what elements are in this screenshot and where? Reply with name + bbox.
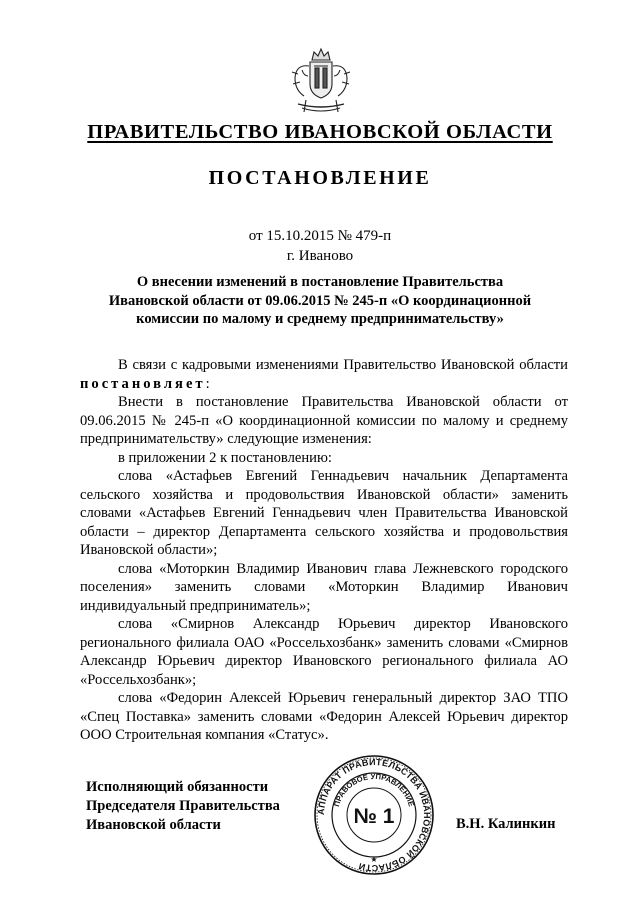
document-title xyxy=(80,273,560,329)
body-paragraph: слова «Моторкин Владимир Иванович глава Лежневского городского поселения» заменить словами «Моторкин Владимир Иванович индивидуальный предприниматель»; xyxy=(80,560,568,614)
title-line: Ивановской области от 09.06.2015 № 245-п «О координационной xyxy=(108,292,532,309)
title-line: О внесении изменений в постановление Правительства xyxy=(136,274,504,290)
document-city: г. Иваново xyxy=(286,248,354,264)
body-paragraph: В связи с кадровыми изменениями Правительство Ивановской области постановляет: xyxy=(80,357,568,392)
document-body xyxy=(80,356,568,745)
seal-outer-text: АППАРАТ ПРАВИТЕЛЬСТВА ИВАНОВСКОЙ ОБЛАСТИ xyxy=(315,756,433,874)
body-paragraph: слова «Астафьев Евгений Геннадьевич начальник Департамента сельского хозяйства и продовольствия Ивановской области» заменить словами «Астафьев Евгений Геннадьевич член Правительства Ивановской области – директор Департамента сельского хозяйства и продовольствия Ивановской области»; xyxy=(80,468,568,558)
official-seal-icon xyxy=(313,754,435,876)
signatory-name: В.Н. Калинкин xyxy=(456,816,556,832)
body-paragraph: Внести в постановление Правительства Ивановской области от 09.06.2015 № 245-п «О координационной комиссии по малому и среднему предпринимательству» следующие изменения: xyxy=(80,394,568,447)
document-type: ПОСТАНОВЛЕНИЕ xyxy=(208,167,432,189)
seal-inner-text: ПРАВОВОЕ УПРАВЛЕНИЕ xyxy=(332,771,416,808)
body-paragraph: слова «Федорин Алексей Юрьевич генеральный директор ЗАО ТПО «Спец Поставка» заменить словами «Федорин Алексей Юрьевич директор ООО Строительная компания «Статус». xyxy=(80,690,568,743)
body-paragraph: слова «Смирнов Александр Юрьевич директор Ивановского регионального филиала ОАО «Россельхозбанк» заменить словами «Смирнов Александр Юрьевич директор Ивановского регионального филиала АО «Россельхозбанк»; xyxy=(80,616,568,688)
body-paragraph: в приложении 2 к постановлению: xyxy=(118,449,332,466)
signatory-position: Исполняющий обязанности Председателя Правительства Ивановской области xyxy=(86,779,280,833)
resolves-keyword: постановляет xyxy=(80,375,206,392)
svg-text:ПРАВОВОЕ УПРАВЛЕНИЕ xyxy=(332,772,416,808)
svg-text:★: ★ xyxy=(370,855,378,864)
title-line: комиссии по малому и среднему предпринимательству» xyxy=(136,311,504,327)
document-date-number: от 15.10.2015 № 479-п xyxy=(248,228,392,244)
coat-of-arms-icon xyxy=(290,46,352,118)
government-name: ПРАВИТЕЛЬСТВО ИВАНОВСКОЙ ОБЛАСТИ xyxy=(87,121,553,143)
seal-number: № 1 xyxy=(353,805,395,828)
